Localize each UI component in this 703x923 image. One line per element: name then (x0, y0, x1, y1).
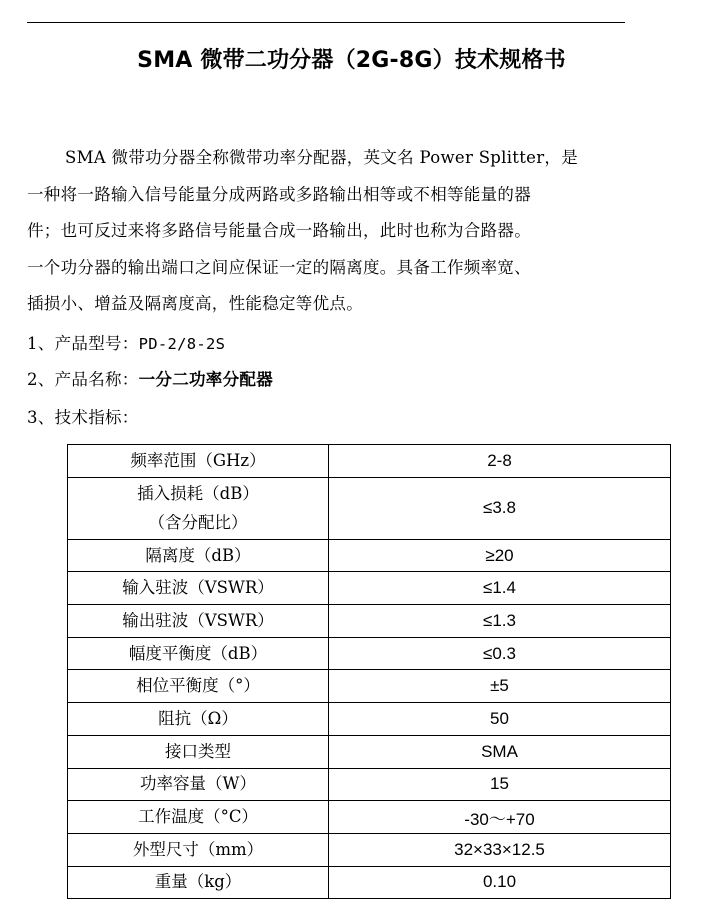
product-name-label: 2、产品名称： (27, 370, 139, 389)
spec-value: ≤1.3 (329, 605, 671, 638)
table-row (68, 445, 671, 478)
table-row (68, 801, 671, 834)
intro-line: SMA 微带功分器全称微带功率分配器，英文名 Power Splitter，是 (65, 148, 579, 167)
spec-param: 输入驻波（VSWR） (68, 572, 329, 605)
table-row (68, 833, 671, 866)
product-model-item (27, 332, 225, 356)
spec-param-line: （含分配比） (148, 513, 248, 533)
table-row (68, 539, 671, 572)
intro-line: 一个功分器的输出端口之间应保证一定的隔离度。具备工作频率宽、 (27, 257, 531, 277)
spec-param-line: 插入损耗（dB） (137, 484, 259, 504)
table-row (68, 670, 671, 703)
spec-param: 频率范围（GHz） (68, 445, 329, 478)
spec-value: 50 (329, 703, 671, 736)
table-row (68, 637, 671, 670)
product-model-label: 1、产品型号： (27, 334, 139, 353)
spec-param: 接口类型 (68, 735, 329, 768)
product-name-item (27, 368, 273, 392)
spec-param: 幅度平衡度（dB） (68, 637, 329, 670)
spec-param: 相位平衡度（°） (68, 670, 329, 703)
spec-value: ≤3.8 (329, 477, 671, 539)
spec-param (68, 477, 329, 539)
spec-param: 外型尺寸（mm） (68, 833, 329, 866)
intro-line: 插损小、增益及隔离度高，性能稳定等优点。 (27, 294, 363, 313)
spec-param: 输出驻波（VSWR） (68, 605, 329, 638)
table-row (68, 866, 671, 899)
spec-value: 32×33×12.5 (329, 833, 671, 866)
table-row (68, 572, 671, 605)
spec-value: 0.10 (329, 866, 671, 899)
spec-param: 隔离度（dB） (68, 539, 329, 572)
top-rule (27, 22, 625, 23)
spec-table (67, 444, 671, 899)
spec-param: 重量（kg） (68, 866, 329, 899)
product-model-value: PD-2/8-2S (138, 335, 226, 353)
spec-value: ≥20 (329, 539, 671, 572)
table-row (68, 768, 671, 801)
spec-value: 15 (329, 768, 671, 801)
spec-value: SMA (329, 735, 671, 768)
table-row (68, 735, 671, 768)
table-row (68, 605, 671, 638)
spec-param: 阻抗（Ω） (68, 703, 329, 736)
spec-value: 2-8 (329, 445, 671, 478)
intro-line: 一种将一路输入信号能量分成两路或多路输出相等或不相等能量的器 (27, 184, 531, 204)
spec-value: ±5 (329, 670, 671, 703)
document-title: SMA 微带二功分器（2G-8G）技术规格书 (137, 48, 566, 73)
spec-value: -30～+70 (329, 801, 671, 834)
table-row (68, 703, 671, 736)
spec-value: ≤0.3 (329, 637, 671, 670)
spec-param: 功率容量（W） (68, 768, 329, 801)
tech-spec-item (27, 406, 139, 430)
product-name-value: 一分二功率分配器 (138, 370, 274, 389)
tech-spec-label: 3、技术指标： (27, 408, 139, 427)
spec-value: ≤1.4 (329, 572, 671, 605)
intro-paragraph (27, 140, 647, 323)
table-row (68, 477, 671, 539)
intro-line: 件；也可反过来将多路信号能量合成一路输出，此时也称为合路器。 (27, 221, 531, 240)
spec-param: 工作温度（°C） (68, 801, 329, 834)
